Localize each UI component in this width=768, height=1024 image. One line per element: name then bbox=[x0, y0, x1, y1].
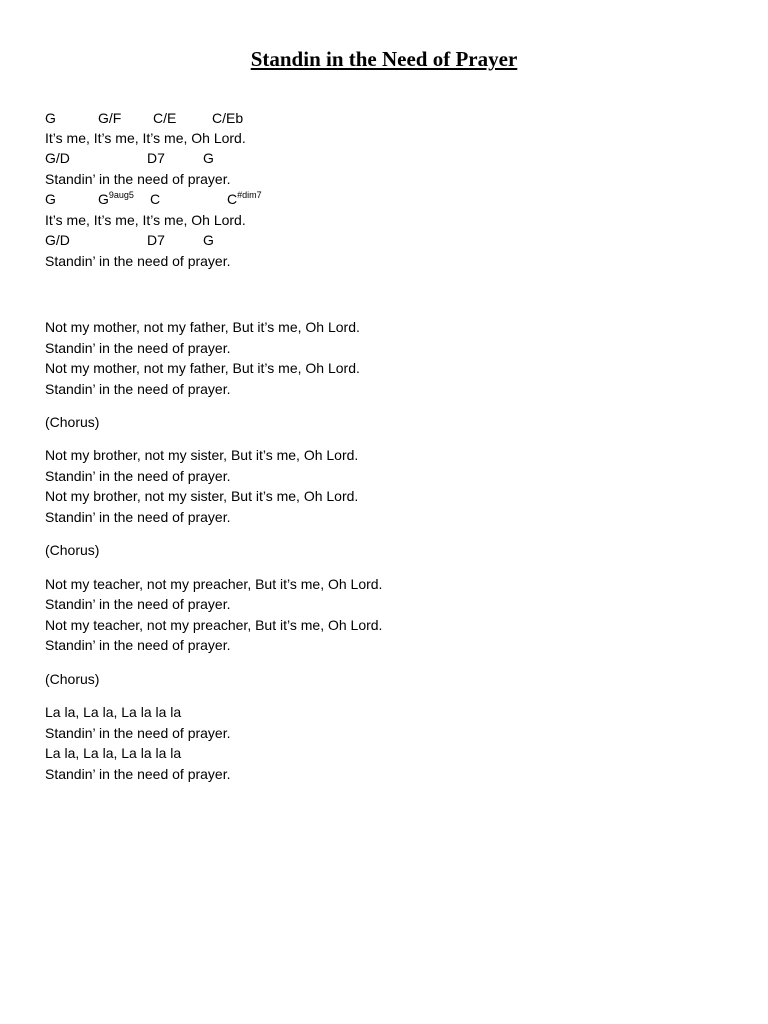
chord: G bbox=[203, 232, 214, 248]
chord: C/E bbox=[153, 110, 177, 126]
chord: G/D bbox=[45, 150, 70, 166]
chord-extension: #dim7 bbox=[237, 190, 262, 200]
chord-root: C bbox=[227, 191, 238, 207]
lyric-line: Standin’ in the need of prayer. bbox=[45, 340, 231, 356]
chord: G/F bbox=[98, 110, 122, 126]
chord: D7 bbox=[147, 150, 165, 166]
chord: C bbox=[150, 191, 161, 207]
lyric-line: Standin’ in the need of prayer. bbox=[45, 253, 231, 269]
chord: D7 bbox=[147, 232, 165, 248]
chord: G/D bbox=[45, 232, 70, 248]
chord-root: G bbox=[98, 191, 109, 207]
chord-with-extension bbox=[98, 189, 134, 211]
lyric-line: Not my mother, not my father, But it’s me, Oh Lord. bbox=[45, 360, 360, 376]
chord-with-extension bbox=[227, 189, 262, 211]
chorus-marker: (Chorus) bbox=[45, 542, 100, 558]
lyric-line: Standin’ in the need of prayer. bbox=[45, 596, 231, 612]
lyric-line: Standin’ in the need of prayer. bbox=[45, 509, 231, 525]
lyric-line: Standin’ in the need of prayer. bbox=[45, 381, 231, 397]
lyric-line: La la, La la, La la la la bbox=[45, 745, 182, 761]
lyric-line: Standin’ in the need of prayer. bbox=[45, 725, 231, 741]
lyric-line: Not my brother, not my sister, But it’s me, Oh Lord. bbox=[45, 447, 359, 463]
chord-line bbox=[0, 148, 768, 168]
lyric-line: Standin’ in the need of prayer. bbox=[45, 468, 231, 484]
chorus-marker: (Chorus) bbox=[45, 671, 100, 687]
lyric-line: It’s me, It’s me, It’s me, Oh Lord. bbox=[45, 130, 246, 146]
chord-line bbox=[0, 230, 768, 250]
chord: C/Eb bbox=[212, 110, 244, 126]
lyric-line: Standin’ in the need of prayer. bbox=[45, 171, 231, 187]
lyric-line: Not my teacher, not my preacher, But it’s me, Oh Lord. bbox=[45, 617, 383, 633]
song-title: Standin in the Need of Prayer bbox=[250, 47, 518, 71]
lyric-line: It’s me, It’s me, It’s me, Oh Lord. bbox=[45, 212, 246, 228]
lyric-line: Not my teacher, not my preacher, But it’s me, Oh Lord. bbox=[45, 576, 383, 592]
lyric-line: Not my brother, not my sister, But it’s me, Oh Lord. bbox=[45, 488, 359, 504]
chord: G bbox=[203, 150, 214, 166]
lyric-line: Not my mother, not my father, But it’s me, Oh Lord. bbox=[45, 319, 360, 335]
chorus-marker: (Chorus) bbox=[45, 414, 100, 430]
lyric-line: Standin’ in the need of prayer. bbox=[45, 766, 231, 782]
chord-line bbox=[0, 108, 768, 128]
lyric-line: La la, La la, La la la la bbox=[45, 704, 182, 720]
chord-extension: 9aug5 bbox=[108, 190, 134, 200]
lyric-line: Standin’ in the need of prayer. bbox=[45, 637, 231, 653]
chord: G bbox=[45, 110, 56, 126]
chord: G bbox=[45, 191, 56, 207]
chord-line bbox=[0, 189, 768, 209]
